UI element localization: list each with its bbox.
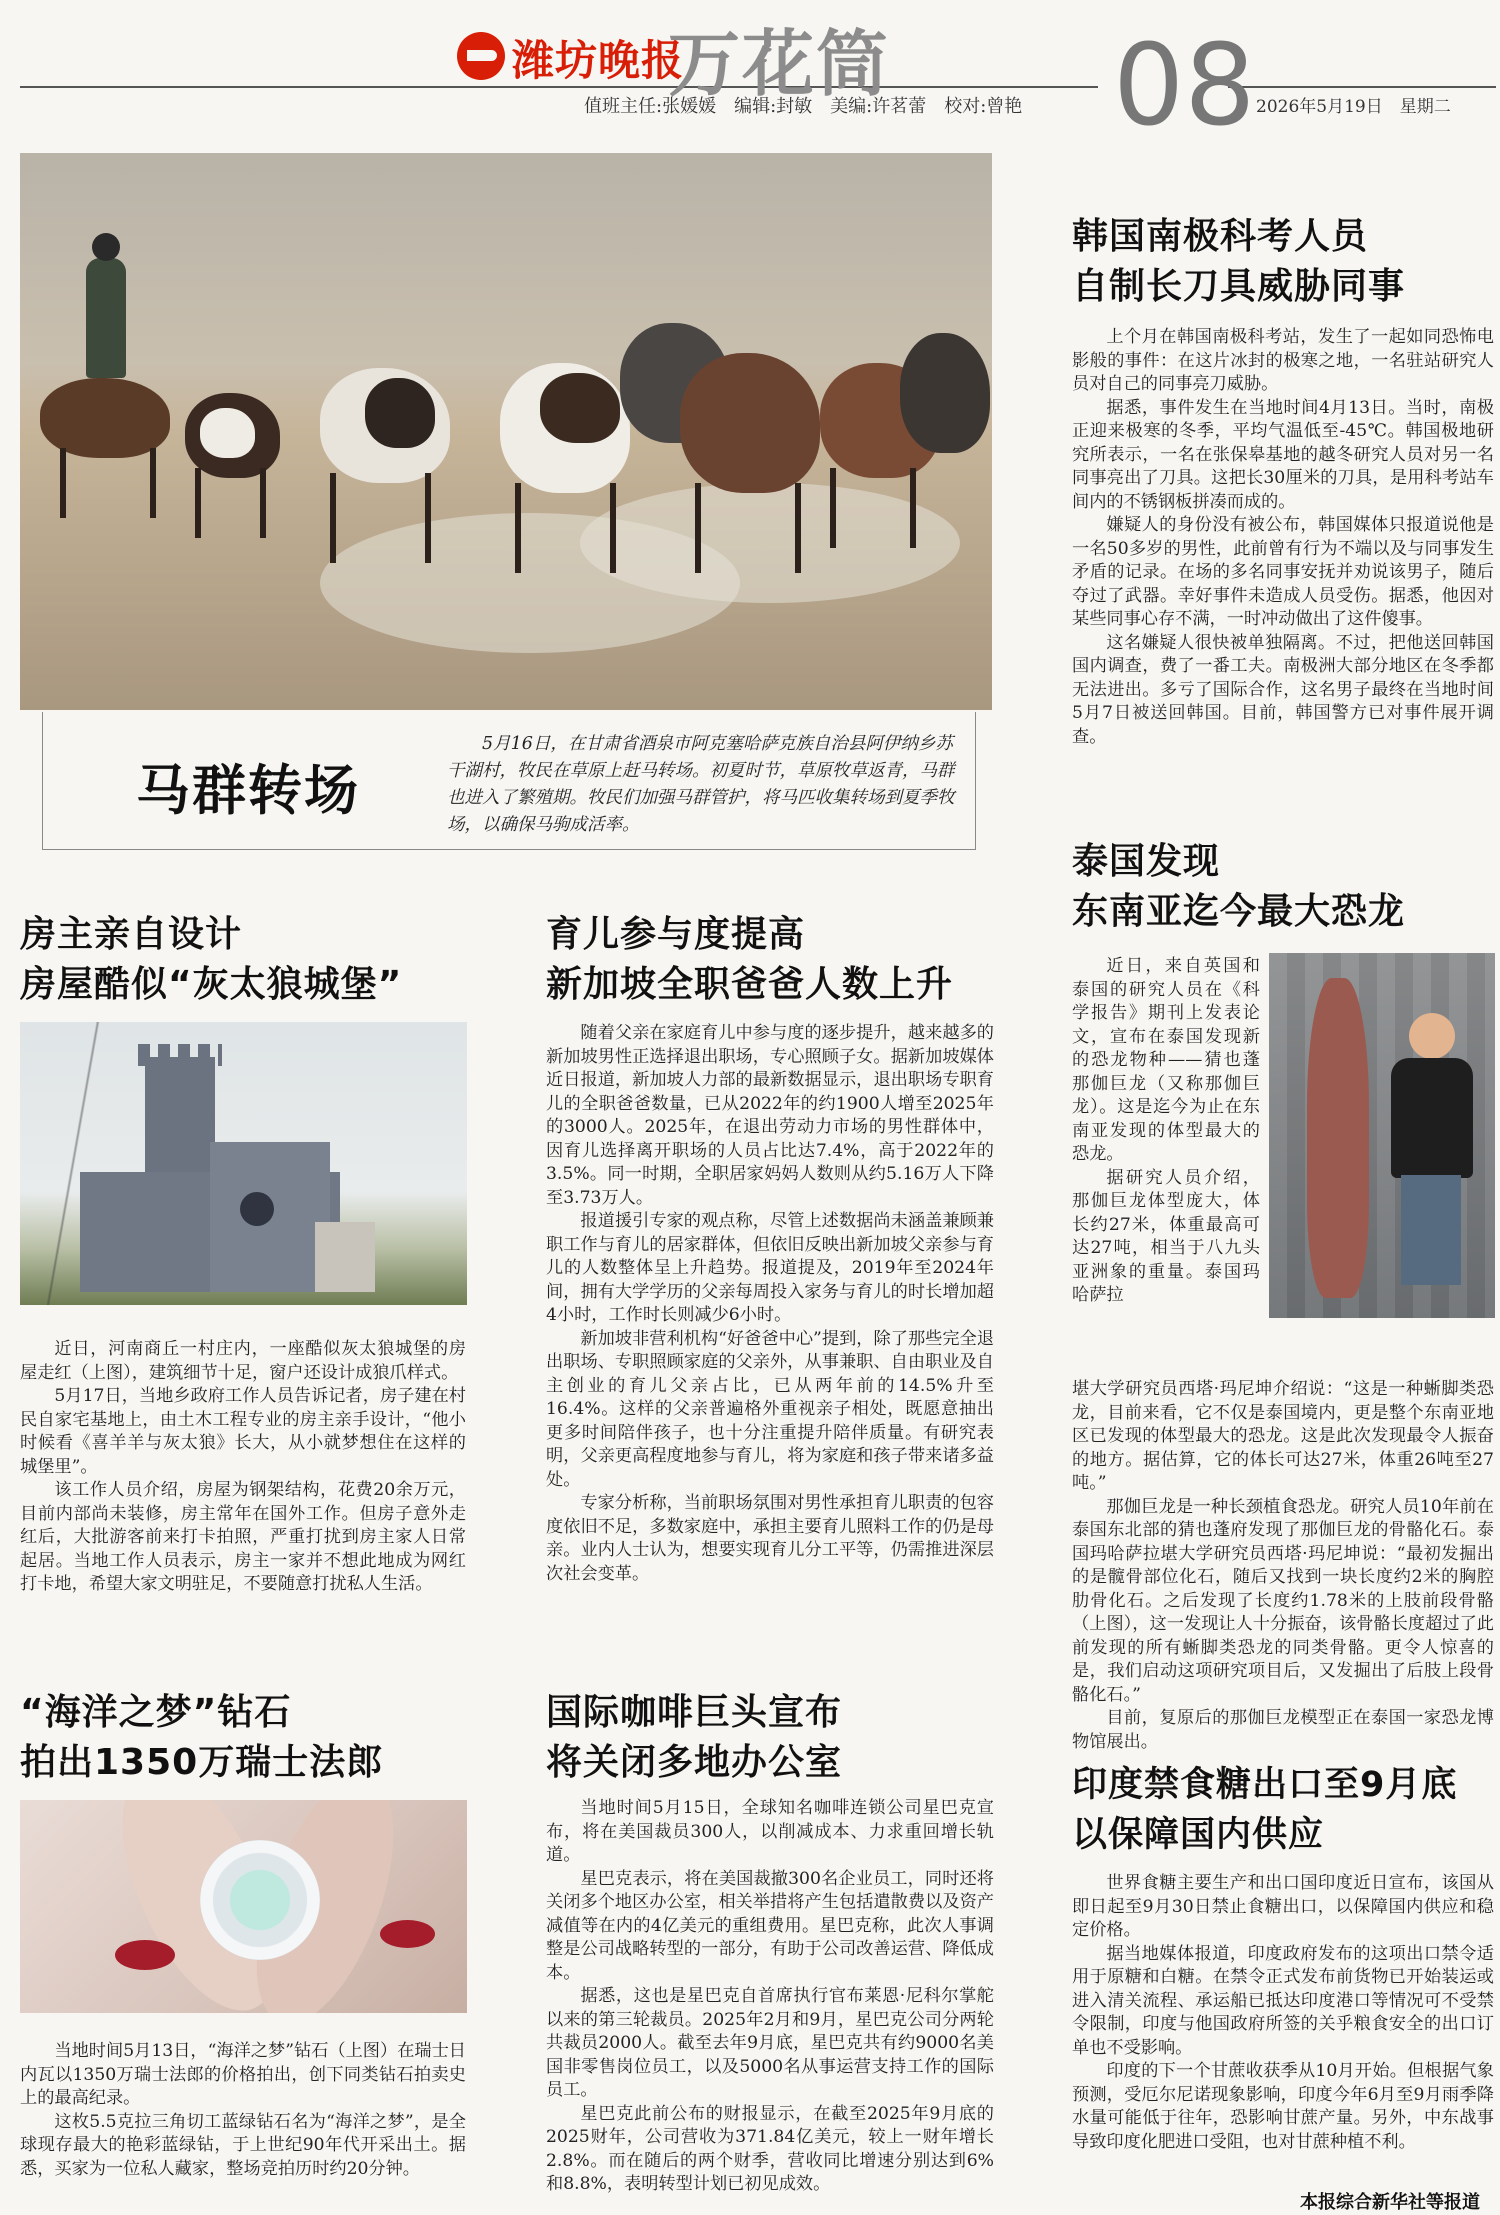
coffee-paragraph: 当地时间5月15日，全球知名咖啡连锁公司星巴克宣布，将在美国裁员300人，以削减成本、力求重回增长轨道。 <box>546 1798 994 1865</box>
publication-date: 2026年5月19日 星期二 <box>1256 97 1451 117</box>
coffee-paragraph: 星巴克表示，将在美国裁撤300名企业员工，同时还将关闭多个地区办公室，相关举措将产生包括遣散费以及资产减值等在内的4亿美元的重组费用。星巴克称，此次人事调整是公司战略转型的一部分，有助于公司改善运营、降低成本。 <box>546 1868 994 1983</box>
thailand-paragraph: 那伽巨龙是一种长颈植食恐龙。研究人员10年前在泰国东北部的猜也蓬府发现了那伽巨龙的骨骼化石。泰国玛哈萨拉堪大学研究员西塔·玛尼坤说：“最初发掘出的是髋骨部位化石，随后又找到一块长度约2米的胸腔肋骨化石。之后发现了长度约1.78米的上肢前段骨骼（上图），这一发现让人十分振奋，该骨骼长度超过了此前发现的所有蜥脚类恐龙的同类骨骼。更令人惊喜的是，我们启动这项研究项目后，又发掘出了后肢上段骨骼化石。” <box>1072 1496 1494 1705</box>
singapore-paragraph: 报道援引专家的观点称，尽管上述数据尚未涵盖兼顾兼职工作与育儿的居家群体，但依旧反映出新加坡父亲参与育儿的人数整体呈上升趋势。报道提及，2019年至2024年间，拥有大学学历的父亲每周投入家务与育儿的时长增加超4小时，工作时长则减少6小时。 <box>546 1211 994 1325</box>
diamond-headline-line1: “海洋之梦”钻石 <box>20 1692 292 1733</box>
castle-headline <box>20 910 470 1010</box>
singapore-paragraph: 新加坡非营利机构“好爸爸中心”提到，除了那些完全退出职场、专职照顾家庭的父亲外，从事兼职、自由职业及自主创业的育儿父亲占比，已从两年前的14.5%升至16.4%。这样的父亲普遍格外重视亲子相处，既愿意抽出更多时间陪伴孩子，也十分注重提升陪伴质量。有研究表明，父亲更高程度地参与育儿，将为家庭和孩子带来诸多益处。 <box>546 1328 994 1490</box>
diamond-paragraph: 当地时间5月13日，“海洋之梦”钻石（上图）在瑞士日内瓦以1350万瑞士法郎的价格拍出，创下同类钻石拍卖史上的最高纪录。 <box>20 2041 466 2108</box>
dinosaur-bone-photo <box>1269 953 1495 1318</box>
coffee-paragraph: 据悉，这也是星巴克自首席执行官布莱恩·尼科尔掌舵以来的第三轮裁员。2025年2月和9月，星巴克公司分两轮共裁员2000人。截至去年9月底，星巴克共有约9000名美国非零售岗位员工，以及5000名从事运营支持工作的国际员工。 <box>546 1986 994 2100</box>
korea-headline <box>1072 212 1492 312</box>
editor-credits: 值班主任:张媛媛 编辑:封敏 美编:许茗蕾 校对:曾艳 <box>584 96 1023 117</box>
thailand-headline-line2: 东南亚迄今最大恐龙 <box>1072 891 1406 932</box>
paper-name: 潍坊晚报 <box>512 36 685 85</box>
korea-headline-line2: 自制长刀具威胁同事 <box>1072 266 1406 307</box>
thailand-paragraph: 近日，来自英国和泰国的研究人员在《科学报告》期刊上发表论文，宣布在泰国发现新的恐龙物种——猜也蓬那伽巨龙（又称那伽巨龙）。这是迄今为止在东南亚发现的体型最大的恐龙。 <box>1072 956 1260 1164</box>
thailand-paragraph: 目前，复原后的那伽巨龙模型正在泰国一家恐龙博物馆展出。 <box>1072 1708 1494 1752</box>
feature-title: 马群转场 <box>136 758 360 822</box>
castle-house-photo <box>20 1022 467 1305</box>
thailand-paragraph: 据研究人员介绍，那伽巨龙体型庞大，体长约27米，体重最高可达27吨，相当于八九头亚洲象的重量。泰国玛哈萨拉 <box>1072 1167 1260 1305</box>
castle-paragraph: 该工作人员介绍，房屋为钢架结构，花费20余万元，目前内部尚未装修，房主常年在国外工作。但房子意外走红后，大批游客前来打卡拍照，严重打扰到房主家人日常起居。当地工作人员表示，房主一家并不想此地成为网红打卡地，希望大家文明驻足，不要随意打扰私人生活。 <box>20 1480 466 1594</box>
singapore-headline <box>546 910 996 1010</box>
feature-caption: 5月16日，在甘肃省酒泉市阿克塞哈萨克族自治县阿伊纳乡苏干湖村，牧民在草原上赶马转场。初夏时节，草原牧草返青，马群也进入了繁殖期。牧民们加强马群管护，将马匹收集转场到夏季牧场，以确保马驹成活率。 <box>447 734 955 835</box>
masthead-rule-right <box>1228 86 1496 88</box>
thailand-headline <box>1072 837 1492 937</box>
diamond-body <box>20 2040 466 2181</box>
castle-headline-line1: 房主亲自设计 <box>20 914 243 955</box>
diamond-headline-line2: 拍出1350万瑞士法郎 <box>20 1742 384 1783</box>
thailand-headline-line1: 泰国发现 <box>1072 841 1221 882</box>
coffee-headline <box>546 1688 996 1788</box>
korea-paragraph: 这名嫌疑人很快被单独隔离。不过，把他送回韩国国内调查，费了一番工夫。南极洲大部分地区在冬季都无法进出。多亏了国际合作，这名男子最终在当地时间5月7日被送回韩国。目前，韩国警方已对事件展开调查。 <box>1072 632 1494 747</box>
india-headline-line2: 以保障国内供应 <box>1072 1815 1325 1855</box>
section-name: 万花筒 <box>668 21 891 106</box>
coffee-body <box>546 1797 994 2197</box>
castle-headline-line2: 房屋酷似“灰太狼城堡” <box>20 964 403 1005</box>
castle-paragraph: 近日，河南商丘一村庄内，一座酷似灰太狼城堡的房屋走红（上图），建筑细节十足，窗户还设计成狼爪样式。 <box>20 1339 466 1383</box>
singapore-body <box>546 1022 994 1586</box>
source-note: 本报综合新华社等报道 <box>1300 2192 1480 2213</box>
castle-paragraph: 5月17日，当地乡政府工作人员告诉记者，房子建在村民自家宅基地上，由土木工程专业的房主亲手设计，“他小时候看《喜羊羊与灰太狼》长大，从小就梦想住在这样的城堡里”。 <box>20 1386 466 1477</box>
diamond-ring-photo <box>20 1800 467 2013</box>
thailand-intro <box>1072 955 1260 1308</box>
newspaper-logo-icon <box>457 32 505 80</box>
coffee-headline-line2: 将关闭多地办公室 <box>546 1742 843 1783</box>
thailand-paragraph: 堪大学研究员西塔·玛尼坤介绍说：“这是一种蜥脚类恐龙，目前来看，它不仅是泰国境内，更是整个东南亚地区已发现的体型最大的恐龙。这是此次发现最令人振奋的地方。据估算，它的体长可达27米，体重26吨至27吨。” <box>1072 1379 1494 1493</box>
diamond-paragraph: 这枚5.5克拉三角切工蓝绿钻石名为“海洋之梦”，是全球现存最大的艳彩蓝绿钻，于上世纪90年代开采出土。据悉，买家为一位私人藏家，整场竞拍历时约20分钟。 <box>20 2111 466 2179</box>
singapore-paragraph: 专家分析称，当前职场氛围对男性承担育儿职责的包容度依旧不足，多数家庭中，承担主要育儿照料工作的仍是母亲。业内人士认为，想要实现育儿分工平等，仍需推进深层次社会变革。 <box>546 1493 994 1584</box>
korea-body <box>1072 326 1494 749</box>
india-body <box>1072 1872 1494 2154</box>
coffee-paragraph: 星巴克此前公布的财报显示，在截至2025年9月底的2025财年，公司营收为371.84亿美元，较上一财年增长2.8%。而在随后的两个财季，营收同比增速分别达到6%和8.8%，表明转型计划已初见成效。 <box>546 2103 994 2194</box>
singapore-paragraph: 随着父亲在家庭育儿中参与度的逐步提升，越来越多的新加坡男性正选择退出职场，专心照顾子女。据新加坡媒体近日报道，新加坡人力部的最新数据显示，退出职场专职育儿的全职爸爸数量，已从2022年的约1900人增至2025年的3000人。2025年，在退出劳动力市场的男性群体中，因育儿选择离开职场的人员占比达7.4%，高于2022年的3.5%。同一时期，全职居家妈妈人数则从约5.16万人下降至3.73万人。 <box>546 1023 994 1208</box>
korea-paragraph: 嫌疑人的身份没有被公布，韩国媒体只报道说他是一名50多岁的男性，此前曾有行为不端以及与同事发生矛盾的记录。在场的多名同事安抚并劝说该男子，随后夺过了武器。幸好事件未造成人员受伤。据悉，他因对某些同事心存不满，一时冲动做出了这件傻事。 <box>1072 515 1494 629</box>
india-paragraph: 据当地媒体报道，印度政府发布的这项出口禁令适用于原糖和白糖。在禁令正式发布前货物已开始装运或进入清关流程、承运船已抵达印度港口等情况可不受禁令限制，印度与他国政府所签的关乎粮食安全的出口订单也不受影响。 <box>1072 1943 1494 2058</box>
india-paragraph: 世界食糖主要生产和出口国印度近日宣布，该国从即日起至9月30日禁止食糖出口，以保障国内供应和稳定价格。 <box>1072 1873 1494 1940</box>
thailand-body <box>1072 1378 1494 1754</box>
diamond-headline <box>20 1688 470 1788</box>
korea-paragraph: 上个月在韩国南极科考站，发生了一起如同恐怖电影般的事件：在这片冰封的极寒之地，一名驻站研究人员对自己的同事亮刀威胁。 <box>1072 327 1494 394</box>
coffee-headline-line1: 国际咖啡巨头宣布 <box>546 1692 843 1733</box>
castle-body <box>20 1338 466 1597</box>
horses-photo <box>20 153 992 710</box>
page-number: 08 <box>1113 21 1256 151</box>
india-paragraph: 印度的下一个甘蔗收获季从10月开始。但根据气象预测，受厄尔尼诺现象影响，印度今年6月至9月雨季降水量可能低于往年，恐影响甘蔗产量。另外，中东战事导致印度化肥进口受阻，也对甘蔗种植不利。 <box>1072 2061 1494 2152</box>
korea-headline-line1: 韩国南极科考人员 <box>1072 216 1369 257</box>
india-headline <box>1072 1760 1500 1860</box>
singapore-headline-line1: 育儿参与度提高 <box>546 914 806 955</box>
singapore-headline-line2: 新加坡全职爸爸人数上升 <box>546 964 954 1005</box>
india-headline-line1: 印度禁食糖出口至9月底 <box>1072 1765 1458 1805</box>
korea-paragraph: 据悉，事件发生在当地时间4月13日。当时，南极正迎来极寒的冬季，平均气温低至-45℃。韩国极地研究所表示，一名在张保皋基地的越冬研究人员对另一名同事亮出了刀具。这把长30厘米的刀具，是用科考站车间内的不锈钢板拼凑而成的。 <box>1072 397 1494 512</box>
